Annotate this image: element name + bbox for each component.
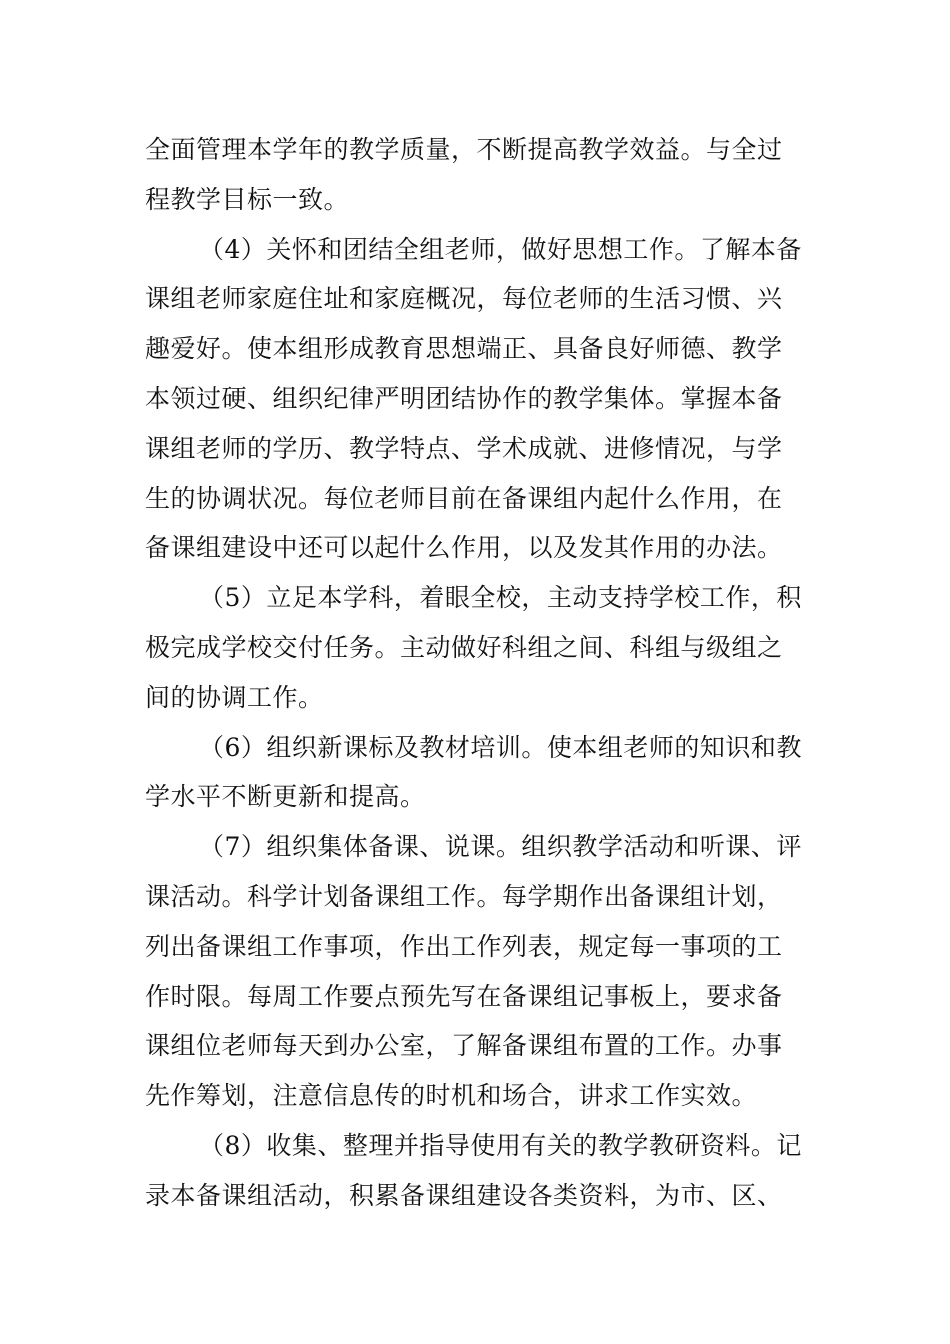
text-line: 全面管理本学年的教学质量，不断提高教学效益。与全过: [145, 135, 783, 164]
text-line: 先作筹划，注意信息传的时机和场合，讲求工作实效。: [145, 1081, 758, 1111]
text-line: 课组位老师每天到办公室，了解备课组布置的工作。办事: [145, 1031, 783, 1061]
text-line: 学水平不断更新和提高。: [145, 782, 426, 812]
text-line: 生的协调状况。每位老师目前在备课组内起什么作用，在: [145, 483, 783, 513]
text-line: 本领过硬、组织纪律严明团结协作的教学集体。掌握本备: [145, 383, 783, 413]
paragraph-7-start: （7）组织集体备课、说课。组织教学活动和听课、评: [199, 832, 802, 862]
text-line: 列出备课组工作事项，作出工作列表，规定每一事项的工: [145, 931, 783, 961]
text-line: 录本备课组活动，积累备课组建设各类资料，为市、区、: [145, 1180, 783, 1210]
text-line: 备课组建设中还可以起什么作用，以及发其作用的办法。: [145, 533, 783, 563]
paragraph-8-start: （8）收集、整理并指导使用有关的教学教研资料。记: [199, 1130, 802, 1160]
text-line: 极完成学校交付任务。主动做好科组之间、科组与级组之: [145, 632, 783, 662]
text-line: 间的协调工作。: [145, 682, 324, 712]
text-line: 课活动。科学计划备课组工作。每学期作出备课组计划，: [145, 881, 783, 911]
text-line: 课组老师家庭住址和家庭概况，每位老师的生活习惯、兴: [145, 284, 783, 314]
paragraph-6-start: （6）组织新课标及教材培训。使本组老师的知识和教: [199, 732, 802, 762]
paragraph-4-start: （4）关怀和团结全组老师，做好思想工作。了解本备: [199, 234, 802, 264]
text-line: 趣爱好。使本组形成教育思想端正、具备良好师德、教学: [145, 334, 783, 364]
text-line: 课组老师的学历、教学特点、学术成就、进修情况，与学: [145, 433, 783, 463]
paragraph-5-start: （5）立足本学科，着眼全校，主动支持学校工作，积: [199, 583, 802, 613]
text-line: 作时限。每周工作要点预先写在备课组记事板上，要求备: [145, 981, 783, 1011]
text-line: 程教学目标一致。: [145, 184, 350, 214]
document-body: [145, 125, 807, 1221]
